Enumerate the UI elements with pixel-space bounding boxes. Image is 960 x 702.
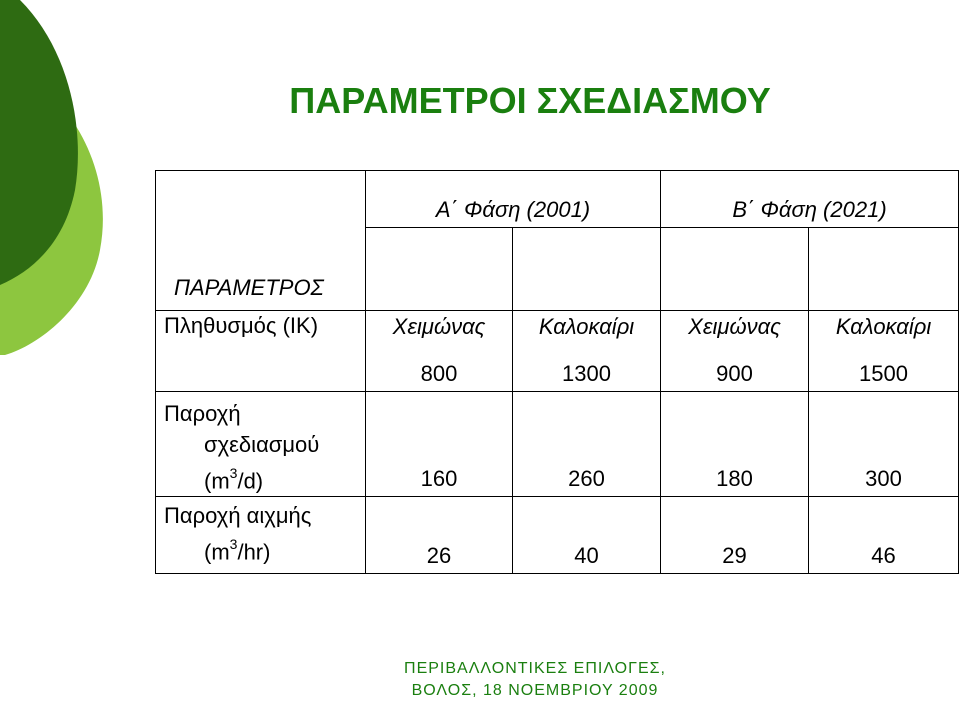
footer-line-2: ΒΟΛΟΣ, 18 ΝΟΕΜΒΡΙΟΥ 2009 — [411, 682, 659, 699]
row-label-unit: $(m^3/d)$ — [204, 465, 264, 494]
season-cell-2 — [513, 228, 661, 339]
value-cell: 160 — [366, 392, 513, 497]
value-cell: 26 — [366, 497, 513, 574]
value-cell: 29 — [661, 497, 809, 574]
value-cell: 1500 — [809, 311, 959, 392]
value-cell: 300 — [809, 392, 959, 497]
value-cell: 46 — [809, 497, 959, 574]
value-cell: 40 — [513, 497, 661, 574]
parameters-table — [155, 170, 959, 574]
season-label: Χειμώνας — [688, 314, 781, 339]
season-cell-3 — [661, 228, 809, 339]
value-cell: 900 — [661, 311, 809, 392]
row-label-text: Παροχή — [164, 401, 241, 426]
row-label-population — [156, 275, 366, 392]
param-header: ΠΑΡΑΜΕΤΡΟΣ — [174, 275, 324, 300]
phase-header-row — [156, 171, 959, 228]
season-cell-1 — [366, 228, 513, 339]
row-label-text: σχεδιασμού — [204, 432, 320, 457]
phase-b-header: Β΄ Φάση (2021) — [661, 171, 959, 228]
season-label: Χειμώνας — [392, 314, 486, 339]
value-cell: 800 — [366, 311, 513, 392]
decorative-shapes — [0, 0, 110, 370]
row-label-unit: $(m^3/hr)$ — [204, 536, 271, 565]
season-cell-4 — [809, 228, 959, 339]
value-cell: 1300 — [513, 311, 661, 392]
phase-a-header: Α΄ Φάση (2001) — [366, 171, 661, 228]
season-label: Καλοκαίρι — [538, 314, 635, 339]
row-label-text: Παροχή αιχμής — [164, 503, 312, 529]
footer — [310, 658, 760, 702]
row-label-peak-flow — [156, 497, 366, 574]
peak-flow-row — [156, 497, 959, 574]
population-row — [156, 311, 959, 392]
footer-line-1: ΠΕΡΙΒΑΛΛΟΝΤΙΚΕΣ ΕΠΙΛΟΓΕΣ, — [404, 660, 666, 677]
design-flow-row — [156, 392, 959, 497]
row-label-design-flow — [156, 392, 366, 497]
row-label-text: Πληθυσμός (ΙΚ) — [164, 313, 319, 338]
season-label: Καλοκαίρι — [835, 314, 932, 339]
value-cell: 260 — [513, 392, 661, 497]
page-title: ΠΑΡΑΜΕΤΡΟΙ ΣΧΕΔΙΑΣΜΟΥ — [289, 80, 771, 121]
value-cell: 180 — [661, 392, 809, 497]
